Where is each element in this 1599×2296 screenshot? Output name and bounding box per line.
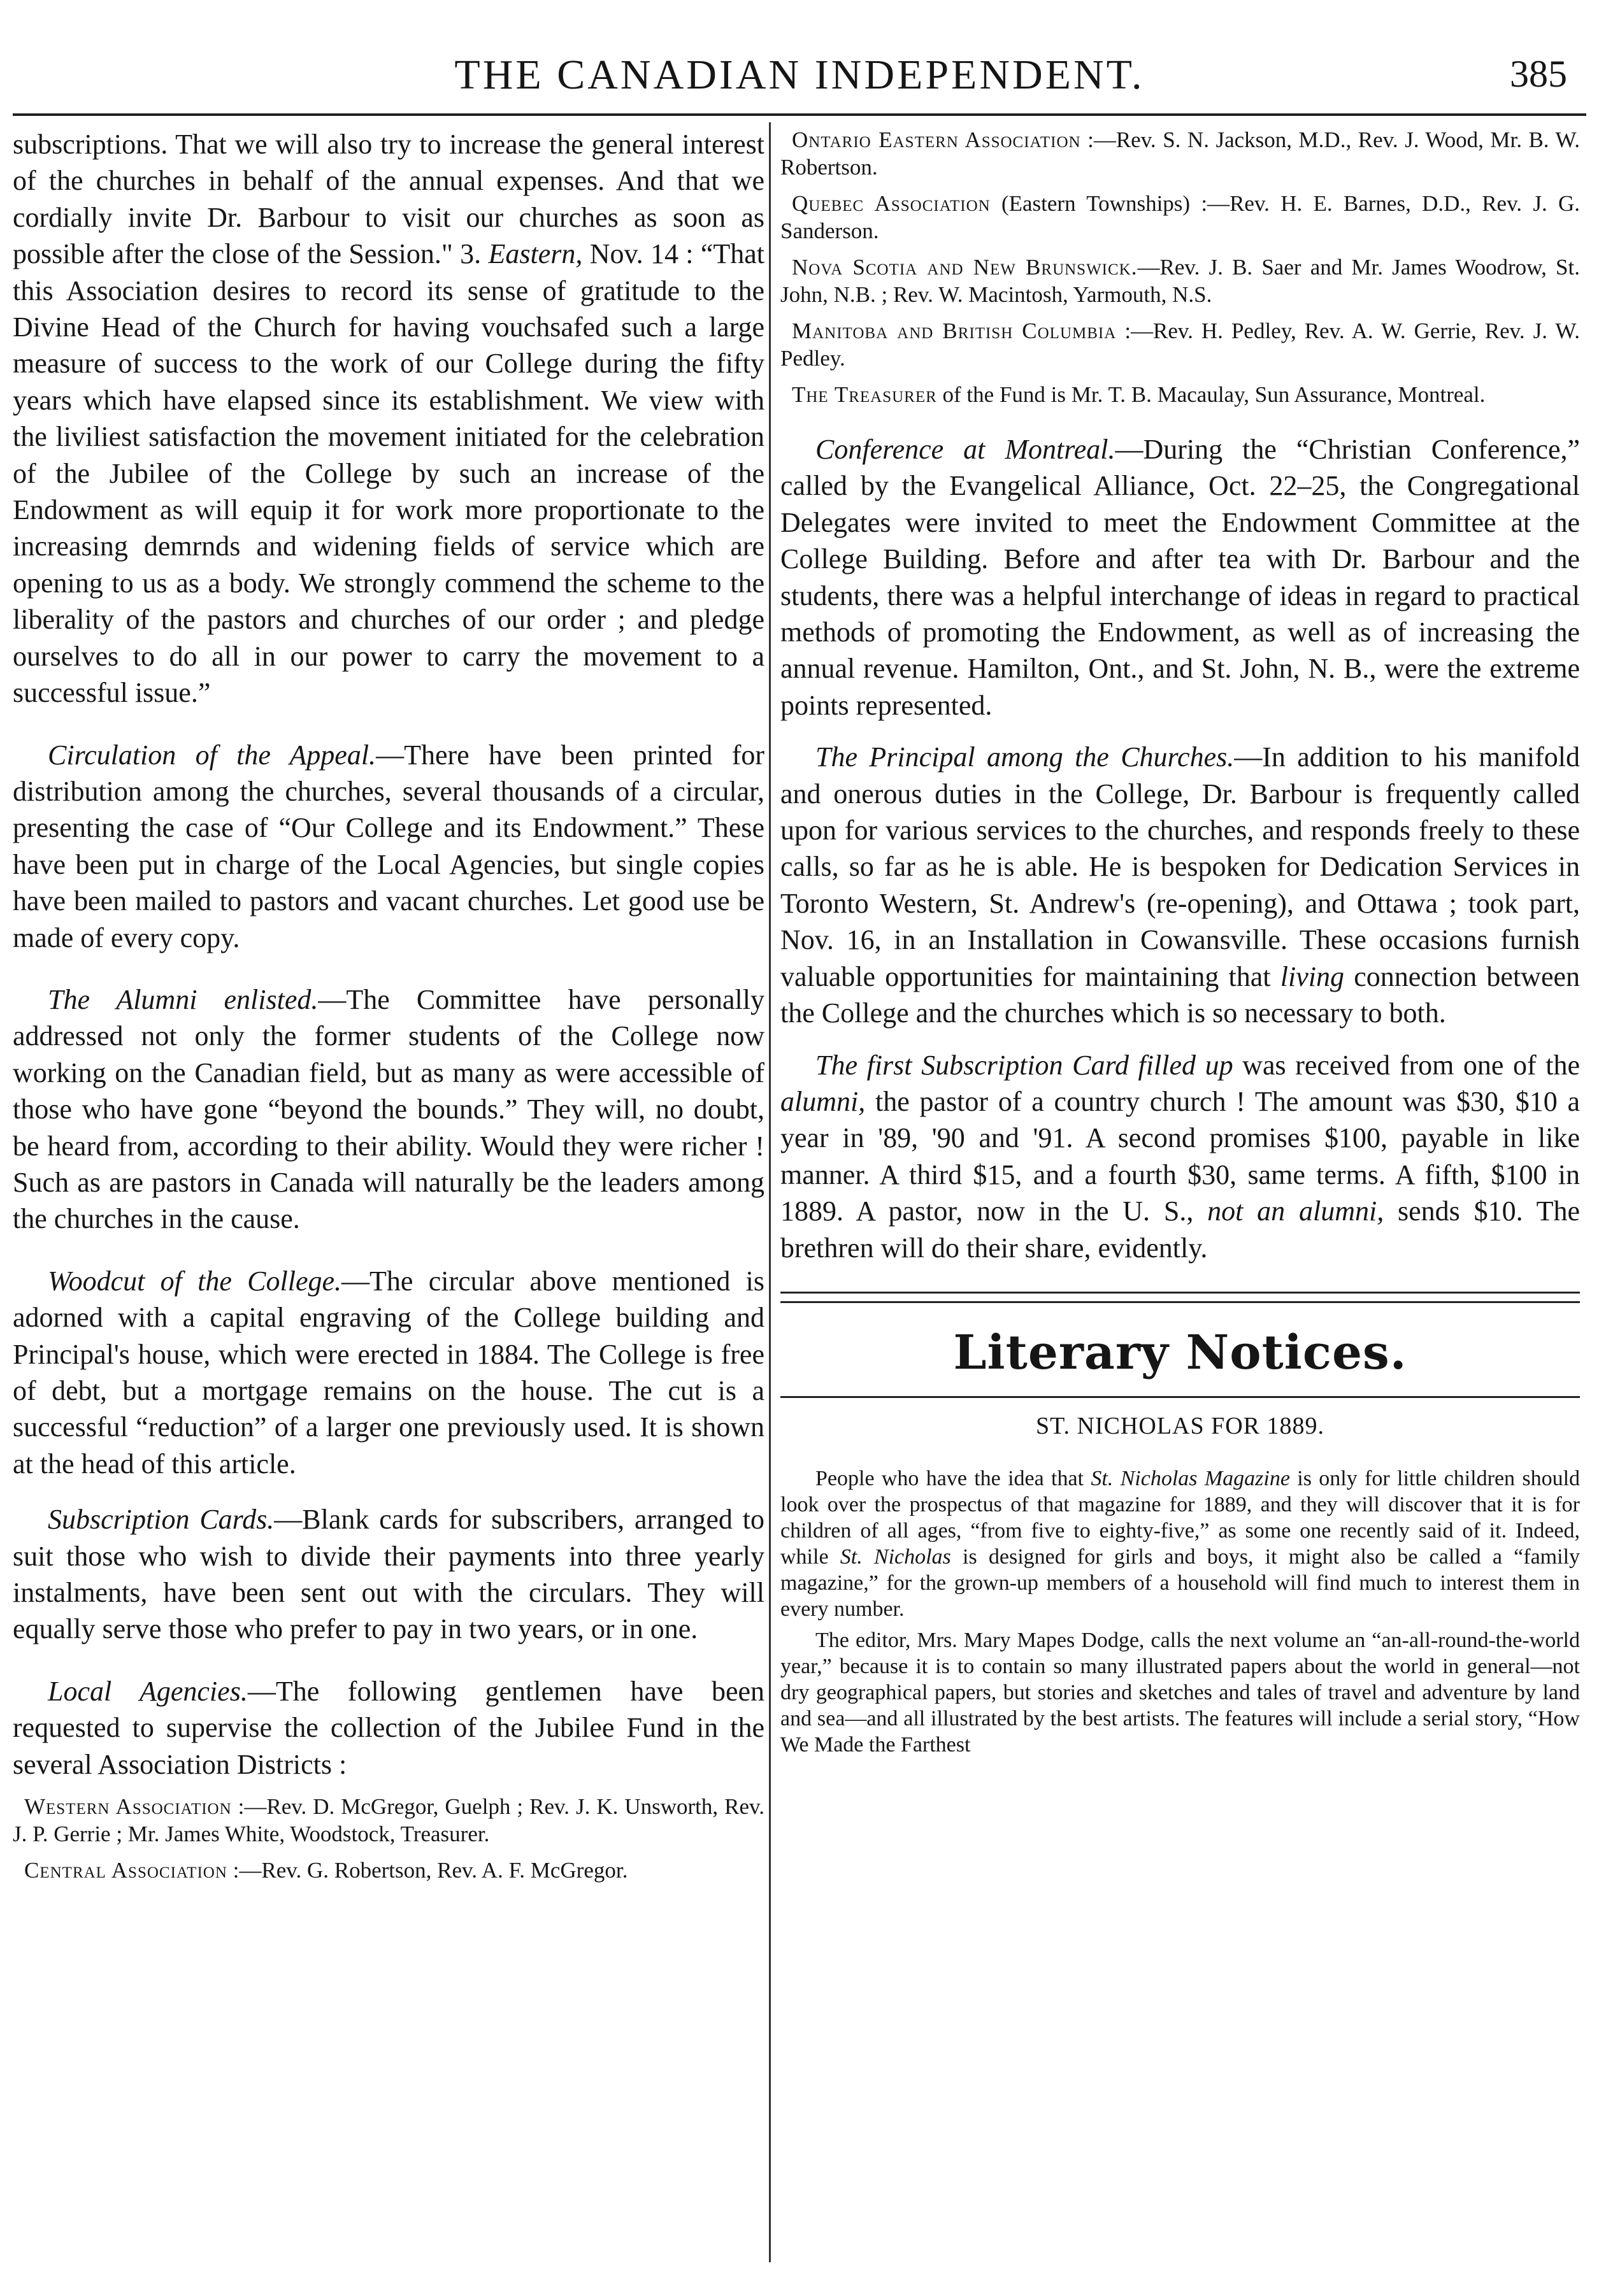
column-divider	[769, 122, 771, 2262]
fund-treasurer: The Treasurer of the Fund is Mr. T. B. Macaulay, Sun Assurance, Montreal.	[792, 382, 1486, 407]
heading-first-subscription: The first Subscription Card filled up	[815, 1049, 1233, 1081]
heading-alumni: The Alumni enlisted.	[48, 983, 319, 1015]
paragraph-principal: The Principal among the Churches.—In addition to his manifold and onerous duties in the College, Dr. Barbour is frequently called upon for various services to the churches, and responds freely to these calls, so far as he is able. He is bespoken for Dedication Services in Toronto Western, St. Andrew's (re-opening), and Ottawa ; took part, Nov. 16, in an Installation in Cowansville. These occasions furnish valuable opportunities for maintaining that living connection between the College and the churches which is so necessary to both.	[780, 741, 1580, 1029]
paragraph-conference: Conference at Montreal.—During the “Christian Conference,” called by the Evangelical Alliance, Oct. 22–25, the Congregational Delegates were invited to meet the Endowment Committee at the College Building. Before and after tea with Dr. Barbour and the students, there was a helpful interchange of ideas in regard to practical methods of promoting the Endowment, as well as of increasing the annual revenue. Hamilton, Ont., and St. John, N. B., were the extreme points represented.	[780, 434, 1580, 721]
agency-manitoba: Manitoba and British Columbia :—Rev. H. Pedley, Rev. A. W. Gerrie, Rev. J. W. Pedley.	[780, 318, 1580, 371]
heading-local-agencies: Local Agencies.	[48, 1675, 248, 1707]
notice-paragraph-2: The editor, Mrs. Mary Mapes Dodge, calls the next volume an “an-all-round-the-world year,” because it is to contain so many illustrated papers about the world in general—not dry geographical papers, but stories and sketches and tales of travel and adventure by land and sea—and all illustrated by the best artists. The features will include a serial story, “How We Made the Farthest	[780, 1628, 1580, 1757]
paragraph-alumni: The Alumni enlisted.—The Committee have personally addressed not only the former students of the College now working on the Canadian field, but as many as were accessible of those who have gone “beyond the bounds.” They will, no doubt, be heard from, according to their ability. Would they were richer ! Such as are pastors in Canada will naturally be the leaders among the churches in the cause.	[13, 983, 764, 1235]
running-head	[0, 25, 1599, 96]
heading-conference: Conference at Montreal.	[815, 434, 1115, 465]
header-rule	[13, 113, 1586, 116]
right-column	[780, 126, 1580, 2253]
heading-circulation: Circulation of the Appeal.	[48, 739, 376, 771]
agency-central: Central Association :—Rev. G. Robertson, Rev. A. F. McGregor.	[24, 1858, 628, 1883]
section-heading-literary-notices: Literary Notices.	[953, 1325, 1407, 1380]
section-rule	[780, 1396, 1580, 1398]
section-double-rule	[780, 1292, 1580, 1303]
paragraph-subscription-cards: Subscription Cards.—Blank cards for subscribers, arranged to suit those who wish to divide their payments into three yearly instalments, have been sent out with the circulars. They will equally serve those who prefer to pay in two years, or in one.	[13, 1504, 764, 1645]
heading-subscription-cards: Subscription Cards.	[48, 1504, 275, 1536]
paragraph-woodcut: Woodcut of the College.—The circular above mentioned is adorned with a capital engraving of the College building and Principal's house, which were erected in 1884. The College is free of debt, but a mortgage remains on the house. The cut is a successful “reduction” of a larger one previously used. It is shown at the head of this article.	[13, 1265, 764, 1480]
left-column	[13, 126, 764, 2253]
agency-ontario-eastern: Ontario Eastern Association :—Rev. S. N. Jackson, M.D., Rev. J. Wood, Mr. B. W. Robertson.	[780, 127, 1580, 180]
agency-list-right	[780, 126, 1580, 408]
heading-principal: The Principal among the Churches.	[815, 741, 1235, 773]
paragraph-local-agencies: Local Agencies.—The following gentlemen have been requested to supervise the collection of the Jubilee Fund in the several Association Districts :	[13, 1675, 764, 1780]
article-title: ST. NICHOLAS FOR 1889.	[1035, 1412, 1325, 1439]
heading-woodcut: Woodcut of the College.	[48, 1265, 342, 1297]
agency-western: Western Association :—Rev. D. McGregor, Guelph ; Rev. J. K. Unsworth, Rev. J. P. Gerrie ; Mr. James White, Woodstock, Treasurer.	[13, 1794, 764, 1847]
paragraph-first-subscription: The first Subscription Card filled up was received from one of the alumni, the pastor of a country church ! The amount was $30, $10 a year in '89, '90 and '91. A second promises $100, payable in like manner. A third $15, and a fourth $30, same terms. A fifth, $100 in 1889. A pastor, now in the U. S., not an alumni, sends $10. The brethren will do their share, evidently.	[780, 1049, 1580, 1264]
agency-nova-scotia: Nova Scotia and New Brunswick.—Rev. J. B. Saer and Mr. James Woodrow, St. John, N.B. ; Rev. W. Macintosh, Yarmouth, N.S.	[780, 255, 1580, 307]
agency-list-left	[13, 1793, 764, 1884]
agency-quebec: Quebec Association (Eastern Townships) :—Rev. H. E. Barnes, D.D., Rev. J. G. Sanderson.	[780, 191, 1580, 243]
notice-paragraph-1: People who have the idea that St. Nicholas Magazine is only for little children should look over the prospectus of that magazine for 1889, and they will discover that it is for children of all ages, “from five to eighty-five,” as some one recently said of it. Indeed, while St. Nicholas is designed for girls and boys, it might also be called a “family magazine,” for the grown-up members of a household will find much to interest them in every number.	[780, 1466, 1580, 1621]
paragraph-circulation: Circulation of the Appeal.—There have been printed for distribution among the churches, several thousands of a circular, presenting the case of “Our College and its Endowment.” These have been put in charge of the Local Agencies, but single copies have been mailed to pastors and vacant churches. Let good use be made of every copy.	[13, 739, 764, 953]
paragraph-resolution: subscriptions. That we will also try to increase the general interest of the churches in behalf of the annual expenses. And that we cordially invite Dr. Barbour to visit our churches as soon as possible after the close of the Session." 3. Eastern, Nov. 14 : “That this Association desires to record its sense of gratitude to the Divine Head of the Church for having vouchsafed such a large measure of success to the work of our College during the fifty years which have elapsed since its establishment. We view with the liviliest satisfaction the movement initiated for the celebration of the Jubilee of the College by such an increase of the Endowment as will equip it for work more proportionate to the increasing demrnds and widening fields of service which are opening to us as a body. We strongly commend the scheme to the liberality of the pastors and churches of our order ; and pledge ourselves to do all in our power to carry the movement to a successful issue.”	[13, 129, 764, 709]
page-number: 385	[1510, 53, 1567, 95]
publication-title: THE CANADIAN INDEPENDENT.	[454, 52, 1145, 98]
